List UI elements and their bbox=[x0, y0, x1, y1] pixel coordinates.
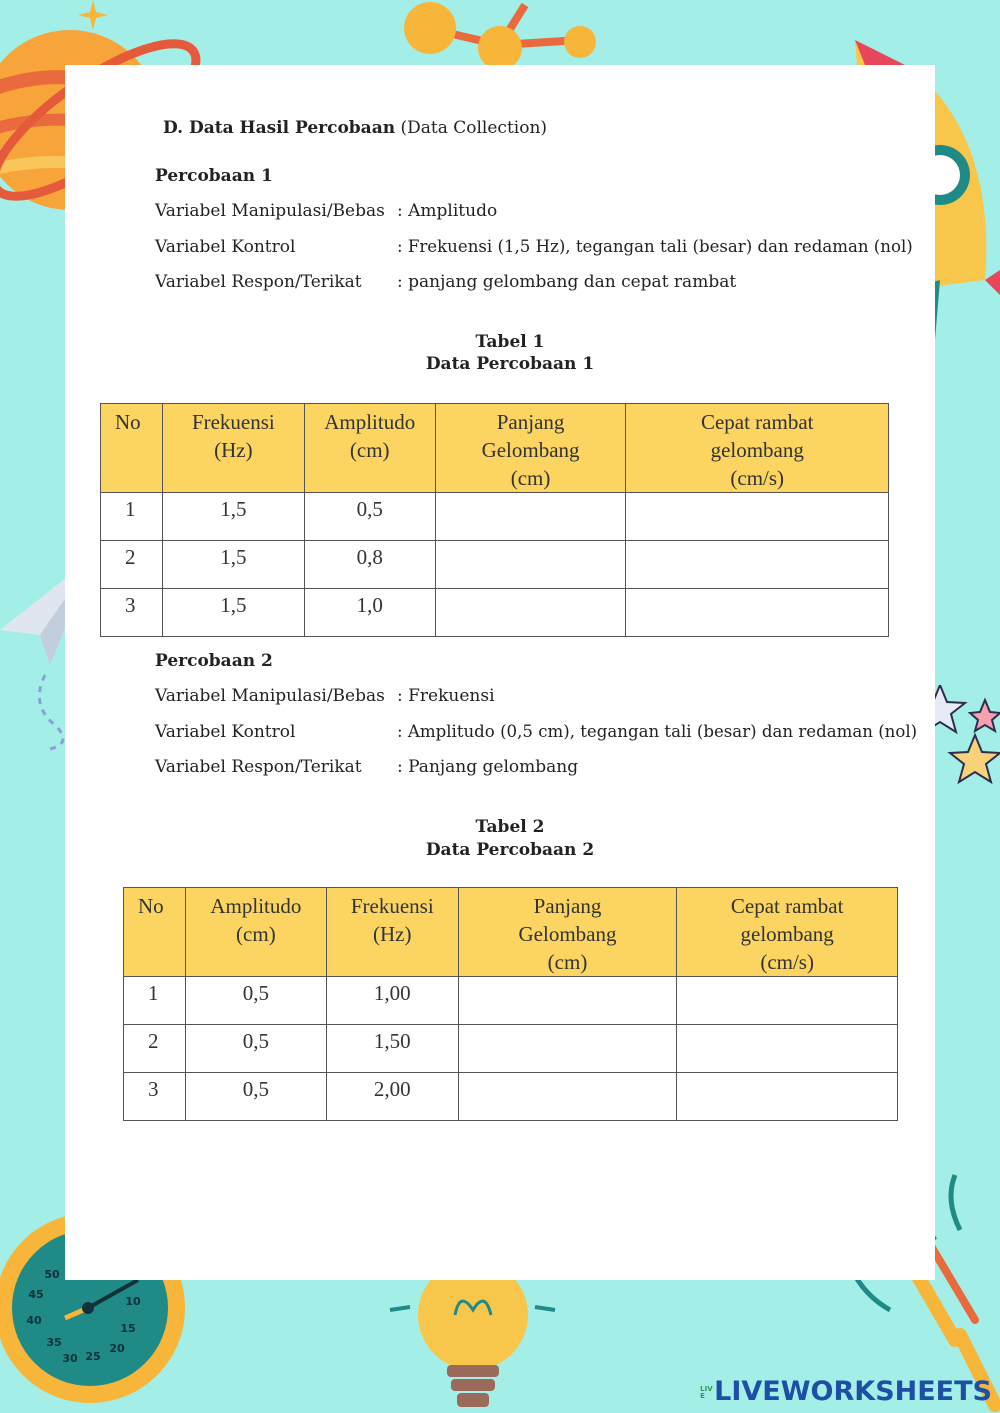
table-cell: 3 bbox=[124, 1073, 186, 1121]
p1-variable-value: : Amplitudo bbox=[397, 201, 498, 221]
p2-variable-value: : Panjang gelombang bbox=[397, 757, 579, 777]
table-2-subtitle: Data Percobaan 2 bbox=[425, 840, 595, 860]
p2-variable-value: : Amplitudo (0,5 cm), tegangan tali (besar) dan redaman (nol) bbox=[397, 722, 918, 741]
table-header-cell: No bbox=[124, 888, 186, 977]
stopwatch-number: 35 bbox=[46, 1336, 62, 1349]
table-cell: 0,5 bbox=[185, 1073, 326, 1121]
table-header-cell: Panjang Gelombang (cm) bbox=[435, 404, 626, 493]
table-header-cell: Amplitudo (cm) bbox=[304, 404, 435, 493]
answer-cell[interactable] bbox=[626, 589, 889, 637]
stopwatch-number: 10 bbox=[125, 1295, 141, 1308]
p1-variable-value: : panjang gelombang dan cepat rambat bbox=[397, 272, 737, 292]
section-title-bold: D. Data Hasil Percobaan bbox=[163, 118, 396, 138]
molecule-illustration bbox=[395, 0, 615, 65]
answer-cell[interactable] bbox=[626, 493, 889, 541]
table-row bbox=[124, 1025, 898, 1073]
stopwatch-number: 45 bbox=[28, 1288, 44, 1301]
table-cell: 3 bbox=[101, 589, 163, 637]
p2-variable-label: Variabel Manipulasi/Bebas bbox=[155, 686, 385, 706]
percobaan-1-heading: Percobaan 1 bbox=[155, 166, 273, 186]
table-2-header-row bbox=[124, 888, 898, 977]
stopwatch-number: 50 bbox=[44, 1268, 60, 1281]
table-cell: 1,5 bbox=[162, 541, 304, 589]
sparkle-icon bbox=[78, 0, 108, 30]
table-row bbox=[124, 1073, 898, 1121]
p2-variable-value: : Frekuensi bbox=[397, 686, 495, 706]
table-cell: 2,00 bbox=[326, 1073, 458, 1121]
stopwatch-number: 20 bbox=[109, 1342, 125, 1355]
table-2-title: Tabel 2 bbox=[475, 817, 545, 837]
percobaan-2-heading: Percobaan 2 bbox=[155, 651, 273, 671]
table-cell: 0,5 bbox=[185, 977, 326, 1025]
table-cell: 0,8 bbox=[304, 541, 435, 589]
table-cell: 1,00 bbox=[326, 977, 458, 1025]
table-cell: 1 bbox=[124, 977, 186, 1025]
table-1 bbox=[100, 403, 889, 637]
table-header-cell: No bbox=[101, 404, 163, 493]
p1-variable-label: Variabel Manipulasi/Bebas bbox=[155, 201, 385, 221]
stopwatch-number: 15 bbox=[120, 1322, 136, 1335]
answer-cell[interactable] bbox=[458, 1025, 677, 1073]
table-cell: 0,5 bbox=[304, 493, 435, 541]
logo-letters: LIVE bbox=[700, 1384, 713, 1400]
table-1-title: Tabel 1 bbox=[475, 332, 545, 352]
p2-variable-label: Variabel Kontrol bbox=[155, 722, 296, 742]
answer-cell[interactable] bbox=[677, 1073, 898, 1121]
answer-cell[interactable] bbox=[435, 541, 626, 589]
p1-variable-label: Variabel Respon/Terikat bbox=[155, 272, 362, 292]
answer-cell[interactable] bbox=[626, 541, 889, 589]
brand-text: LIVEWORKSHEETS bbox=[714, 1376, 992, 1407]
table-1-subtitle: Data Percobaan 1 bbox=[425, 354, 595, 374]
table-header-cell: Frekuensi (Hz) bbox=[162, 404, 304, 493]
table-header-cell: Panjang Gelombang (cm) bbox=[458, 888, 677, 977]
table-cell: 2 bbox=[101, 541, 163, 589]
table-header-cell: Amplitudo (cm) bbox=[185, 888, 326, 977]
table-row bbox=[101, 541, 889, 589]
table-1-header-row bbox=[101, 404, 889, 493]
p2-variable-label: Variabel Respon/Terikat bbox=[155, 757, 362, 777]
table-header-cell: Frekuensi (Hz) bbox=[326, 888, 458, 977]
table-2 bbox=[123, 887, 898, 1121]
table-cell: 0,5 bbox=[185, 1025, 326, 1073]
section-title bbox=[163, 118, 547, 138]
table-cell: 2 bbox=[124, 1025, 186, 1073]
table-row bbox=[101, 493, 889, 541]
liveworksheets-logo[interactable] bbox=[700, 1376, 992, 1407]
answer-cell[interactable] bbox=[458, 977, 677, 1025]
table-cell: 1 bbox=[101, 493, 163, 541]
stopwatch-number: 30 bbox=[62, 1352, 78, 1365]
table-cell: 1,5 bbox=[162, 493, 304, 541]
table-cell: 1,0 bbox=[304, 589, 435, 637]
table-cell: 1,5 bbox=[162, 589, 304, 637]
table-row bbox=[124, 977, 898, 1025]
p1-variable-label: Variabel Kontrol bbox=[155, 237, 296, 257]
stopwatch-number: 40 bbox=[26, 1314, 42, 1327]
table-header-cell: Cepat rambat gelombang (cm/s) bbox=[677, 888, 898, 977]
table-row bbox=[101, 589, 889, 637]
answer-cell[interactable] bbox=[435, 493, 626, 541]
answer-cell[interactable] bbox=[677, 977, 898, 1025]
stopwatch-number: 25 bbox=[85, 1350, 101, 1363]
answer-cell[interactable] bbox=[677, 1025, 898, 1073]
table-header-cell: Cepat rambat gelombang (cm/s) bbox=[626, 404, 889, 493]
section-title-normal: (Data Collection) bbox=[400, 118, 548, 138]
table-cell: 1,50 bbox=[326, 1025, 458, 1073]
p1-variable-value: : Frekuensi (1,5 Hz), tegangan tali (besar) dan redaman (nol) bbox=[397, 237, 913, 256]
answer-cell[interactable] bbox=[458, 1073, 677, 1121]
answer-cell[interactable] bbox=[435, 589, 626, 637]
